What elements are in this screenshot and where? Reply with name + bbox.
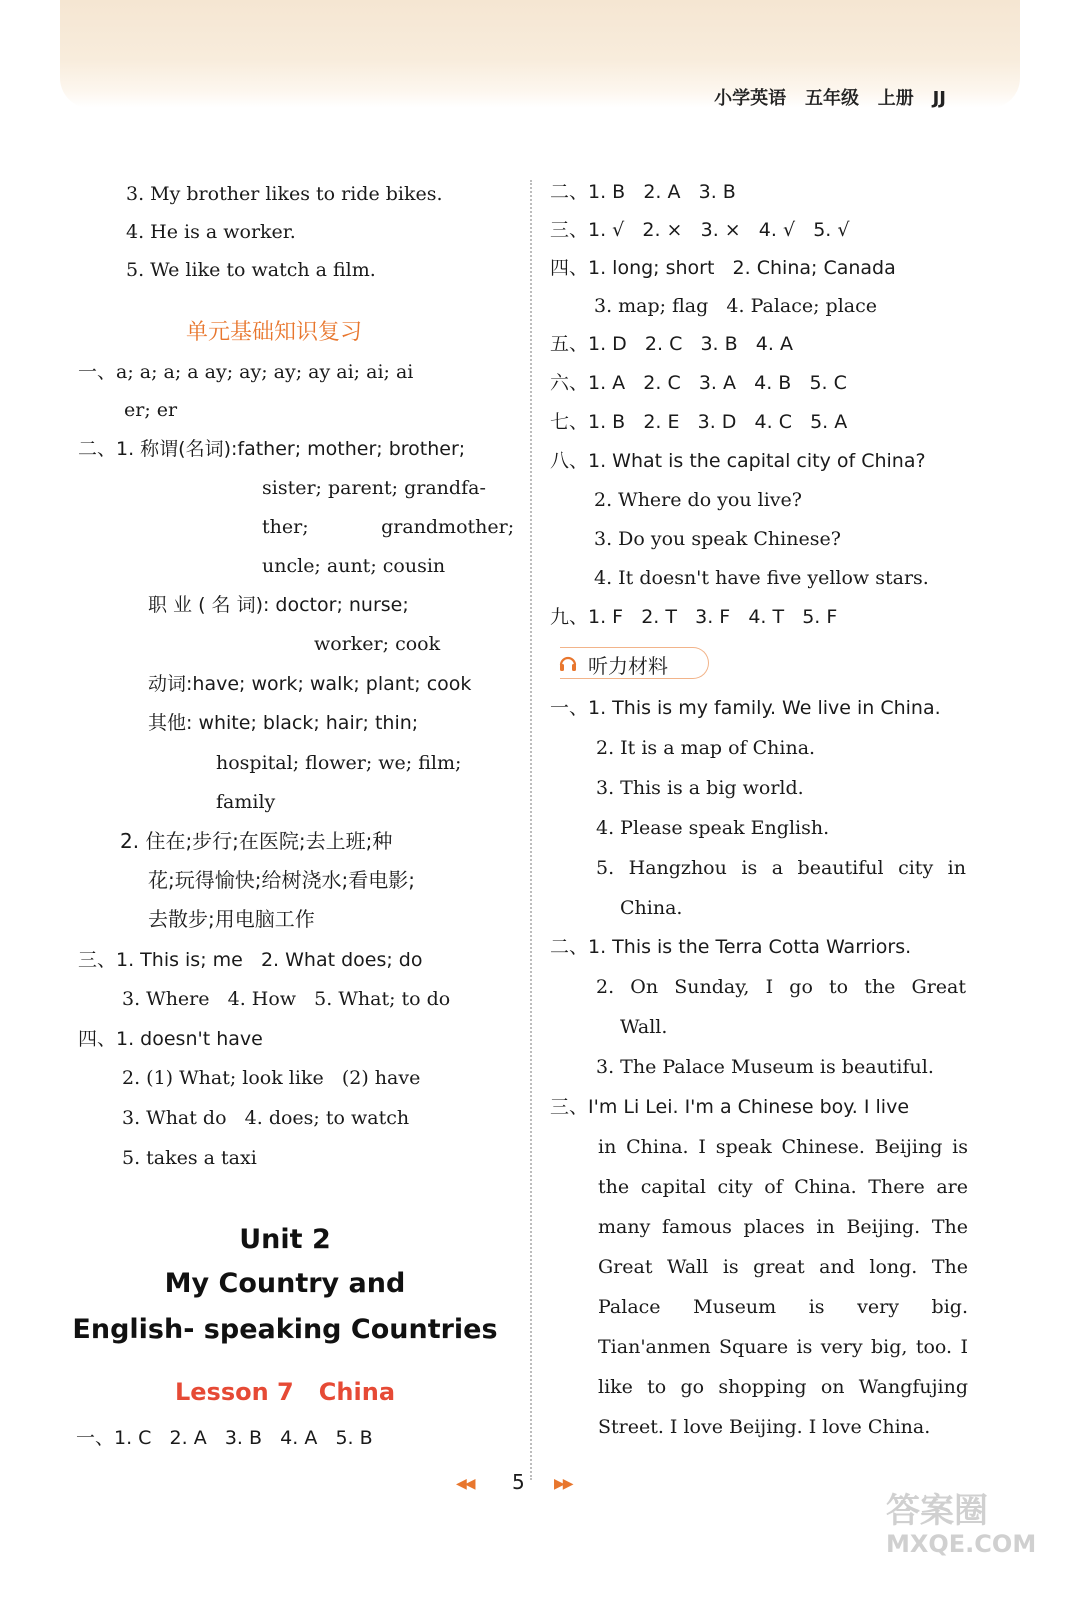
answer-line: 2. Where do you live? (594, 489, 802, 511)
transcript-line: 3. The Palace Museum is beautiful. (596, 1056, 934, 1078)
transcript-line: like to go shopping on Wangfujing (598, 1376, 968, 1398)
answer-line: 八、1. What is the capital city of China? (550, 450, 926, 472)
answer-line: 二、1. 称谓(名词):father; mother; brother; (78, 438, 466, 460)
transcript-line: 2. On Sunday, I go to the Great (596, 976, 966, 998)
answer-line: 三、1. This is; me 2. What does; do (78, 949, 423, 971)
header-info: 小学英语 五年级 上册 JJ (714, 88, 946, 109)
answer-line: family (216, 791, 276, 813)
unit-title: Unit 2 (239, 1224, 331, 1255)
answer-line: 七、1. B 2. E 3. D 4. C 5. A (550, 411, 848, 433)
answer-line: 3. My brother likes to ride bikes. (126, 183, 443, 205)
watermark: 答案圈 MXQE.COM (886, 1491, 1037, 1558)
transcript-line: 4. Please speak English. (596, 817, 830, 839)
transcript-line: 2. It is a map of China. (596, 737, 816, 759)
answer-line: 四、1. long; short 2. China; Canada (550, 257, 896, 279)
answer-line: 九、1. F 2. T 3. F 4. T 5. F (550, 606, 838, 628)
unit-subtitle: My Country and (164, 1268, 406, 1299)
answer-line: 3. map; flag 4. Palace; place (594, 295, 878, 317)
answer-line: 2. 住在;步行;在医院;去上班;种 (120, 829, 393, 853)
answer-line: ther; grandmother; (262, 516, 515, 538)
next-arrow-icon: ▶▶ (554, 1476, 572, 1492)
lesson-title: Lesson 7 China (174, 1378, 396, 1406)
answer-line: sister; parent; grandfa- (262, 477, 486, 499)
transcript-line: Tian'anmen Square is very big, too. I (598, 1336, 968, 1358)
answer-line: 五、1. D 2. C 3. B 4. A (550, 333, 793, 355)
transcript-line: Great Wall is great and long. The (598, 1256, 968, 1278)
page-number: 5 (512, 1470, 525, 1494)
answer-line: uncle; aunt; cousin (262, 555, 446, 577)
transcript-line: 二、1. This is the Terra Cotta Warriors. (550, 936, 912, 958)
transcript-line: 5. Hangzhou is a beautiful city in (596, 857, 966, 879)
listening-material-title: 听力材料 (588, 654, 668, 678)
answer-line: 职 业 ( 名 词): doctor; nurse; (148, 594, 409, 616)
answer-line: 去散步;用电脑工作 (148, 907, 315, 931)
prev-arrow-icon: ◀◀ (456, 1476, 474, 1492)
answer-line: 3. What do 4. does; to watch (122, 1107, 410, 1129)
answer-line: 动词:have; work; walk; plant; cook (148, 673, 472, 695)
answer-line: 三、1. √ 2. × 3. × 4. √ 5. √ (550, 219, 850, 241)
answer-line: 2. (1) What; look like (2) have (122, 1067, 421, 1089)
answer-line: 5. takes a taxi (122, 1147, 257, 1169)
answer-line: 二、1. B 2. A 3. B (550, 181, 736, 203)
answer-line: 六、1. A 2. C 3. A 4. B 5. C (550, 372, 847, 394)
transcript-line: Street. I love Beijing. I love China. (598, 1416, 931, 1438)
transcript-line: in China. I speak Chinese. Beijing is (598, 1136, 968, 1158)
answer-line: 4. It doesn't have five yellow stars. (594, 567, 929, 589)
answer-line: 4. He is a worker. (126, 221, 296, 243)
listening-material-tag (560, 647, 709, 679)
answer-line: hospital; flower; we; film; (216, 752, 462, 774)
answer-line: er; er (124, 399, 178, 421)
transcript-line: Wall. (620, 1016, 668, 1038)
transcript-line: Palace Museum is very big. (598, 1296, 968, 1318)
transcript-line: the capital city of China. There are (598, 1176, 968, 1198)
answer-line: 5. We like to watch a film. (126, 259, 376, 281)
review-title: 单元基础知识复习 (186, 320, 363, 345)
transcript-line: 三、I'm Li Lei. I'm a Chinese boy. I live (550, 1096, 910, 1118)
answer-line: 花;玩得愉快;给树浇水;看电影; (148, 868, 415, 892)
transcript-line: 一、1. This is my family. We live in China. (550, 697, 941, 719)
headphone-icon (558, 653, 578, 673)
answer-line: 四、1. doesn't have (78, 1028, 263, 1050)
answer-line: 3. Do you speak Chinese? (594, 528, 841, 550)
answer-line: 一、a; a; a; a ay; ay; ay; ay ai; ai; ai (78, 361, 414, 383)
answer-line: 一、1. C 2. A 3. B 4. A 5. B (76, 1427, 373, 1449)
answer-line: 其他: white; black; hair; thin; (148, 712, 419, 734)
transcript-line: China. (620, 897, 683, 919)
column-divider (530, 180, 532, 1480)
answer-line: 3. Where 4. How 5. What; to do (122, 988, 451, 1010)
answer-line: worker; cook (314, 633, 441, 655)
transcript-line: 3. This is a big world. (596, 777, 804, 799)
transcript-line: many famous places in Beijing. The (598, 1216, 968, 1238)
unit-subtitle: English- speaking Countries (72, 1314, 498, 1345)
